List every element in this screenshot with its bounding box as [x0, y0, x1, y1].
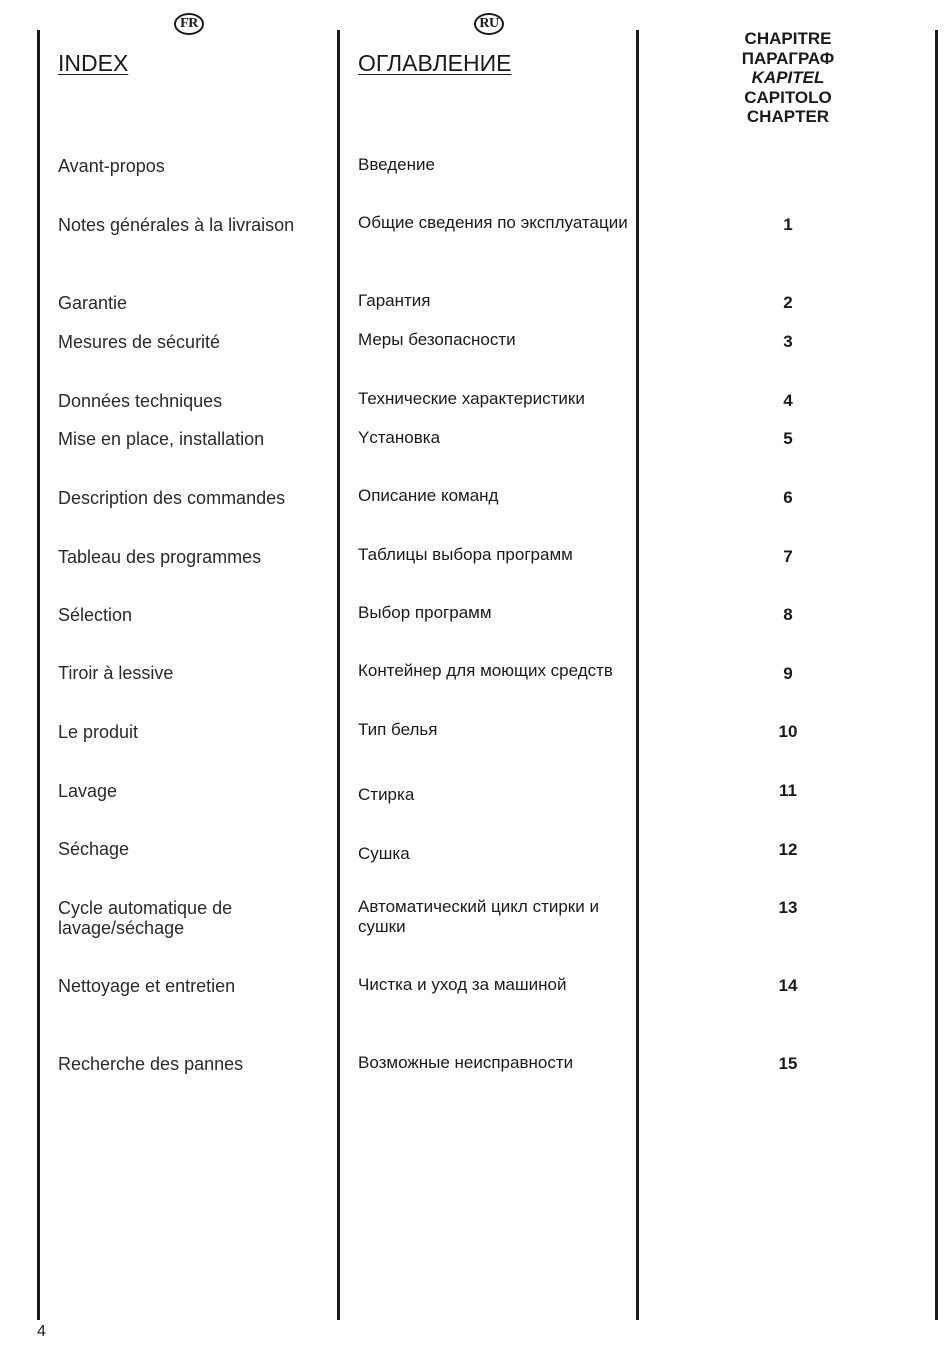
toc-entry-ru: Меры безопасности: [358, 330, 516, 349]
toc-entry-fr: Cycle automatique de lavage/séchage: [58, 898, 233, 938]
toc-chapter-number: 8: [783, 605, 793, 624]
chapter-label-de: KAPITEL: [751, 68, 825, 87]
toc-entry-ru: Yстановка: [358, 428, 441, 447]
toc-entry-fr: Mise en place, installation: [58, 429, 265, 449]
toc-chapter-number: 9: [783, 664, 793, 683]
toc-chapter-number: 5: [783, 429, 793, 448]
index-title-fr: INDEX: [58, 50, 129, 76]
toc-entry-fr: Recherche des pannes: [58, 1054, 244, 1074]
toc-entry-ru: Тип белья: [358, 720, 438, 739]
toc-entry-fr: Description des commandes: [58, 488, 286, 508]
lang-badge-ru: RU: [474, 13, 504, 35]
toc-entry-ru: Таблицы выбора программ: [358, 545, 573, 564]
toc-entry-ru: Технические характеристики: [358, 389, 585, 408]
toc-chapter-number: 13: [778, 898, 798, 917]
toc-chapter-number: 15: [778, 1054, 798, 1073]
toc-entry-ru: Гарантия: [358, 291, 431, 310]
toc-entry-fr: Tiroir à lessive: [58, 663, 174, 683]
page-number: 4: [37, 1323, 46, 1340]
chapter-label-fr: CHAPITRE: [744, 29, 832, 48]
toc-entry-ru: Выбор программ: [358, 603, 492, 622]
toc-entry-fr: Avant-propos: [58, 156, 165, 176]
toc-entry-ru: Общие сведения по эксплуатации: [358, 213, 628, 232]
toc-entry-fr: Séchage: [58, 839, 130, 859]
column-rule-right: [636, 30, 639, 1320]
chapter-label-it: CAPITOLO: [744, 87, 832, 107]
toc-entry-fr: Lavage: [58, 781, 118, 801]
toc-chapter-number: 14: [778, 976, 798, 995]
lang-badge-fr: FR: [174, 13, 204, 35]
toc-chapter-number: 6: [783, 488, 793, 507]
column-rule-far-right: [935, 30, 938, 1320]
toc-chapter-number: 12: [778, 840, 798, 859]
toc-entry-ru: Стирка: [358, 785, 415, 804]
toc-chapter-number: 2: [783, 293, 793, 312]
column-rule-middle: [337, 30, 340, 1320]
toc-entry-ru: Введение: [358, 155, 435, 174]
toc-entry-fr: Mesures de sécurité: [58, 332, 221, 352]
chapter-label-en: CHAPTER: [746, 107, 830, 126]
toc-chapter-number: 11: [779, 781, 797, 800]
toc-entry-ru: Возможные неисправности: [358, 1053, 574, 1072]
toc-entry-fr: Données techniques: [58, 391, 223, 411]
chapter-label-ru: ПАРАГРАФ: [741, 48, 835, 68]
toc-entry-fr: Nettoyage et entretien: [58, 976, 236, 996]
toc-entry-fr: Garantie: [58, 293, 128, 313]
index-title-ru: ОГЛАВЛЕНИЕ: [358, 50, 512, 76]
toc-chapter-number: 4: [783, 391, 793, 410]
toc-chapter-number: 10: [778, 722, 798, 741]
toc-entry-ru: Описание команд: [358, 486, 499, 505]
toc-chapter-number: 3: [783, 332, 793, 351]
chapter-column-header: [700, 29, 876, 127]
toc-entry-ru: Автоматический цикл стирки и сушки: [358, 897, 599, 936]
toc-entry-fr: Sélection: [58, 605, 133, 625]
toc-entry-ru: Чистка и уход за машиной: [358, 975, 567, 994]
toc-entry-ru: Сушка: [358, 844, 410, 863]
toc-entry-fr: Le produit: [58, 722, 139, 742]
toc-entry-fr: Notes générales à la livraison: [58, 215, 295, 235]
toc-chapter-number: 1: [783, 215, 793, 234]
toc-entry-ru: Контейнер для моющих средств: [358, 661, 613, 680]
toc-entry-fr: Tableau des programmes: [58, 547, 262, 567]
toc-chapter-number: 7: [783, 547, 793, 566]
column-rule-left: [37, 30, 40, 1320]
